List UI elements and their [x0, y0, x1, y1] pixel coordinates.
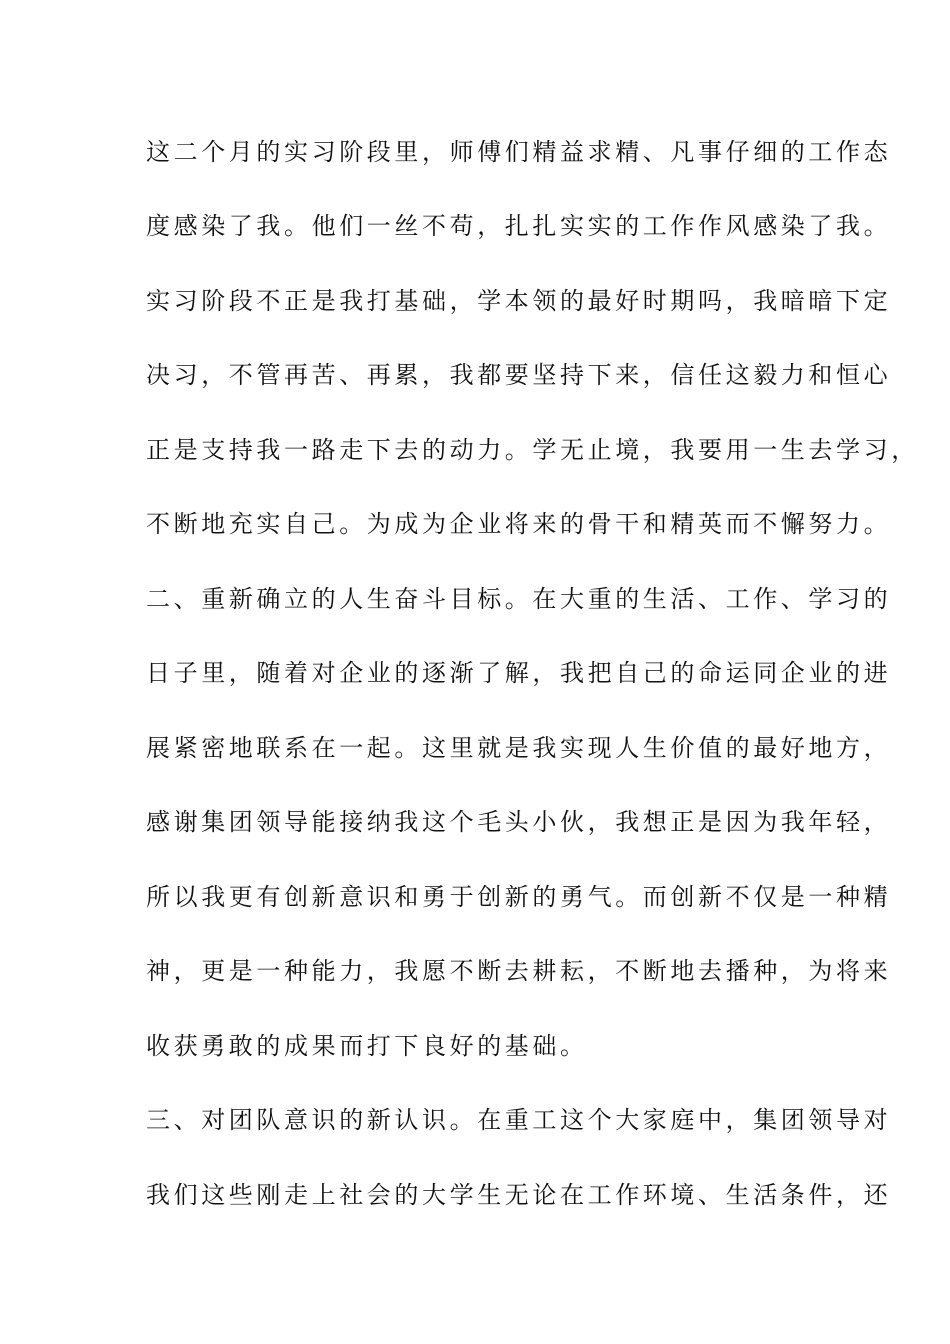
text-line-9: 展紧密地联系在一起。这里就是我实现人生价值的最好地方，: [146, 734, 892, 762]
text-line-4: 决习，不管再苦、再累，我都要坚持下来，信任这毅力和恒心: [146, 361, 892, 389]
text-line-7: 二、重新确立的人生奋斗目标。在大重的生活、工作、学习的: [146, 585, 892, 613]
text-line-8: 日子里，随着对企业的逐渐了解，我把自己的命运同企业的进: [146, 659, 892, 687]
text-line-3: 实习阶段不正是我打基础，学本领的最好时期吗，我暗暗下定: [146, 287, 892, 315]
text-line-13: 收获勇敢的成果而打下良好的基础。: [146, 1032, 588, 1060]
text-line-11: 所以我更有创新意识和勇于创新的勇气。而创新不仅是一种精: [146, 883, 892, 911]
text-line-2: 度感染了我。他们一丝不苟，扎扎实实的工作作风感染了我。: [146, 212, 892, 240]
text-line-15: 我们这些刚走上社会的大学生无论在工作环境、生活条件，还: [146, 1181, 892, 1209]
text-line-1: 这二个月的实习阶段里，师傅们精益求精、凡事仔细的工作态: [146, 138, 892, 166]
text-line-12: 神，更是一种能力，我愿不断去耕耘，不断地去播种，为将来: [146, 957, 892, 985]
text-line-14: 三、对团队意识的新认识。在重工这个大家庭中，集团领导对: [146, 1106, 892, 1134]
text-line-6: 不断地充实自己。为成为企业将来的骨干和精英而不懈努力。: [146, 510, 892, 538]
text-line-5: 正是支持我一路走下去的动力。学无止境，我要用一生去学习，: [146, 436, 919, 464]
text-line-10: 感谢集团领导能接纳我这个毛头小伙，我想正是因为我年轻，: [146, 808, 892, 836]
